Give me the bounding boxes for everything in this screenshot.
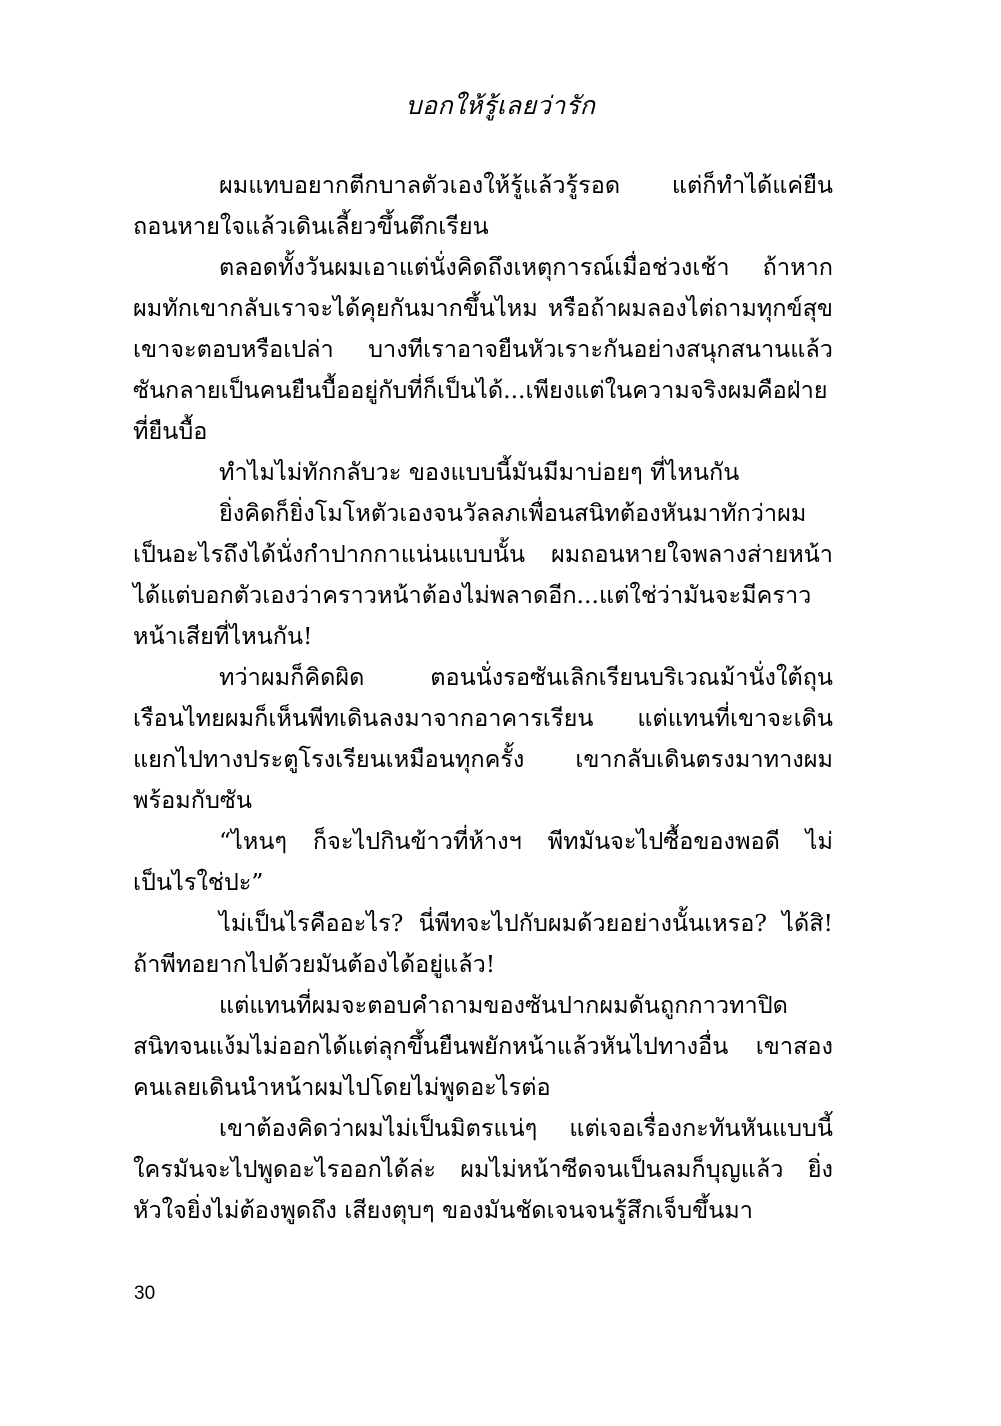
- paragraph: ผมแทบอยากตีกบาลตัวเองให้รู้แล้วรู้รอด แต่ก็ทำได้แค่ยืนถอนหายใจแล้วเดินเลี้ยวขึ้นตึกเรียน: [133, 171, 833, 240]
- chapter-title: บอกให้รู้เลยว่ารัก: [405, 91, 596, 120]
- paragraph: เขาต้องคิดว่าผมไม่เป็นมิตรแน่ๆ แต่เจอเรื่องกะทันหันแบบนี้ใครมันจะไปพูดอะไรออกได้ล่ะ ผมไม่หน้าซีดจนเป็นลมก็บุญแล้ว ยิ่งหัวใจยิ่งไม่ต้องพูดถึง เสียงตุบๆ ของมันชัดเจนจนรู้สึกเจ็บขึ้นมา: [133, 1114, 833, 1224]
- paragraph: “ไหนๆ ก็จะไปกินข้าวที่ห้างฯ พีทมันจะไปซื้อของพอดี ไม่เป็นไรใช่ปะ”: [133, 827, 833, 896]
- page-number: 30: [134, 1283, 156, 1304]
- paragraph: แต่แทนที่ผมจะตอบคำถามของซันปากผมดันถูกกาวทาปิดสนิทจนแง้มไม่ออกได้แต่ลุกขึ้นยืนพยักหน้าแล้วหันไปทางอื่น เขาสองคนเลยเดินนำหน้าผมไปโดยไม่พูดอะไรต่อ: [133, 991, 833, 1101]
- paragraph: ตลอดทั้งวันผมเอาแต่นั่งคิดถึงเหตุการณ์เมื่อช่วงเช้า ถ้าหากผมทักเขากลับเราจะได้คุยกันมากขึ้นไหม หรือถ้าผมลองไต่ถามทุกข์สุขเขาจะตอบหรือเปล่า บางทีเราอาจยืนหัวเราะกันอย่างสนุกสนานแล้วซันกลายเป็นคนยืนบื้ออยู่กับที่ก็เป็นได้...เพียงแต่ในความจริงผมคือฝ่ายที่ยืนบื้อ: [133, 253, 833, 445]
- paragraph: ทว่าผมก็คิดผิด ตอนนั่งรอซันเลิกเรียนบริเวณม้านั่งใต้ถุนเรือนไทยผมก็เห็นพีทเดินลงมาจากอาคารเรียน แต่แทนที่เขาจะเดินแยกไปทางประตูโรงเรียนเหมือนทุกครั้ง เขากลับเดินตรงมาทางผมพร้อมกับซัน: [133, 663, 833, 814]
- paragraph: ไม่เป็นไรคืออะไร? นี่พีทจะไปกับผมด้วยอย่างนั้นเหรอ? ได้สิ! ถ้าพีทอยากไปด้วยมันต้องได้อยู่แล้ว!: [133, 909, 833, 978]
- body-text: [133, 165, 833, 1231]
- paragraph: ยิ่งคิดก็ยิ่งโมโหตัวเองจนวัลลภเพื่อนสนิทต้องหันมาทักว่าผมเป็นอะไรถึงได้นั่งกำปากกาแน่นแบบนั้น ผมถอนหายใจพลางส่ายหน้า ได้แต่บอกตัวเองว่าคราวหน้าต้องไม่พลาดอีก...แต่ใช่ว่ามันจะมีคราวหน้าเสียที่ไหนกัน!: [133, 499, 833, 650]
- paragraph: ทำไมไม่ทักกลับวะ ของแบบนี้มันมีมาบ่อยๆ ที่ไหนกัน: [219, 458, 740, 486]
